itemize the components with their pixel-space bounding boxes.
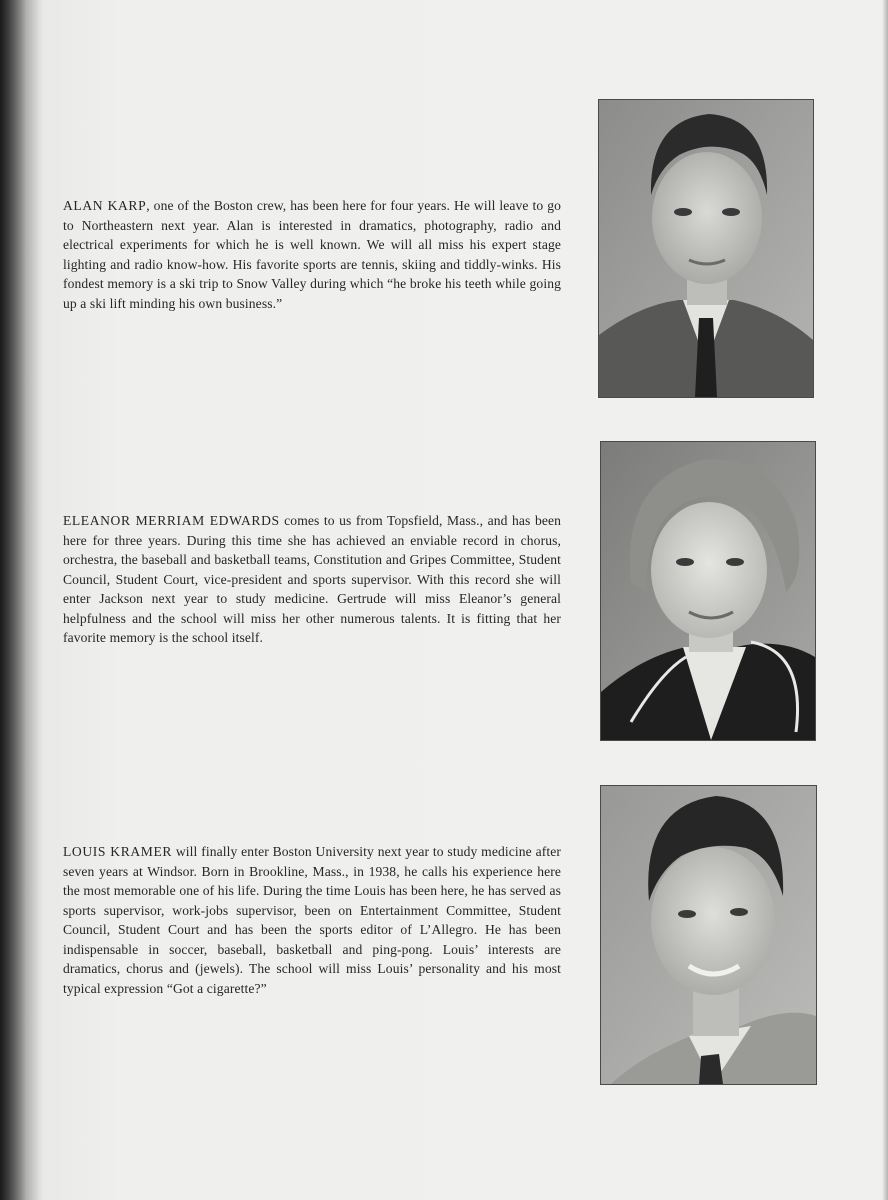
portrait-photo-alan-karp — [598, 99, 814, 398]
bio-text: will finally enter Boston University next year to study medicine after seven years at Windsor. Born in Brookline, Mass., in 1938, he calls his experience here the most memorable one of his life. During the time Louis has been here, he has served as sports supervisor, work-jobs supervisor, been on Entertainment Committee, Student Council, Student Court and has been the sports editor of L’Allegro. He has been indispensable in soccer, baseball, basketball and ping-pong. Louis’ interests are dramatics, chorus and (jewels). The school will miss Louis’ personality and his most typical expression “Got a cigarette?” — [63, 844, 561, 996]
bio-text: comes to us from Topsfield, Mass., and has been here for three years. During this time she has achieved an enviable record in chorus, orchestra, the baseball and basketball teams, Constitution and Gripes Committee, Student Council, Student Court, vice-president and sports supervisor. With this record she will enter Jackson next year to study medicine. Gertrude will miss Eleanor’s general helpfulness and the school will miss her other numerous talents. It is fitting that her favorite memory is the school itself. — [63, 513, 562, 645]
student-name: LOUIS KRAMER — [63, 844, 173, 859]
student-name: ALAN KARP — [63, 198, 147, 213]
portrait-photo-eleanor-merriam-edwards — [600, 441, 816, 741]
senior-bio-eleanor-merriam-edwards — [63, 511, 561, 648]
binding-gutter — [0, 0, 44, 1200]
student-name: ELEANOR MERRIAM EDWARDS — [63, 513, 280, 528]
page-edge — [882, 0, 888, 1200]
senior-bio-louis-kramer — [63, 842, 561, 998]
bio-text: , one of the Boston crew, has been here for four years. He will leave to go to Northeastern next year. Alan is interested in dramatics, photography, radio and electrical experiments for which he is well known. We will all miss his expert stage lighting and radio know-how. His favorite sports are tennis, skiing and tiddly-winks. His fondest memory is a ski trip to Snow Valley during which “he broke his teeth while going up a ski lift minding his own business.” — [63, 198, 561, 311]
portrait-photo-louis-kramer — [600, 785, 817, 1085]
senior-bio-alan-karp — [63, 196, 561, 313]
